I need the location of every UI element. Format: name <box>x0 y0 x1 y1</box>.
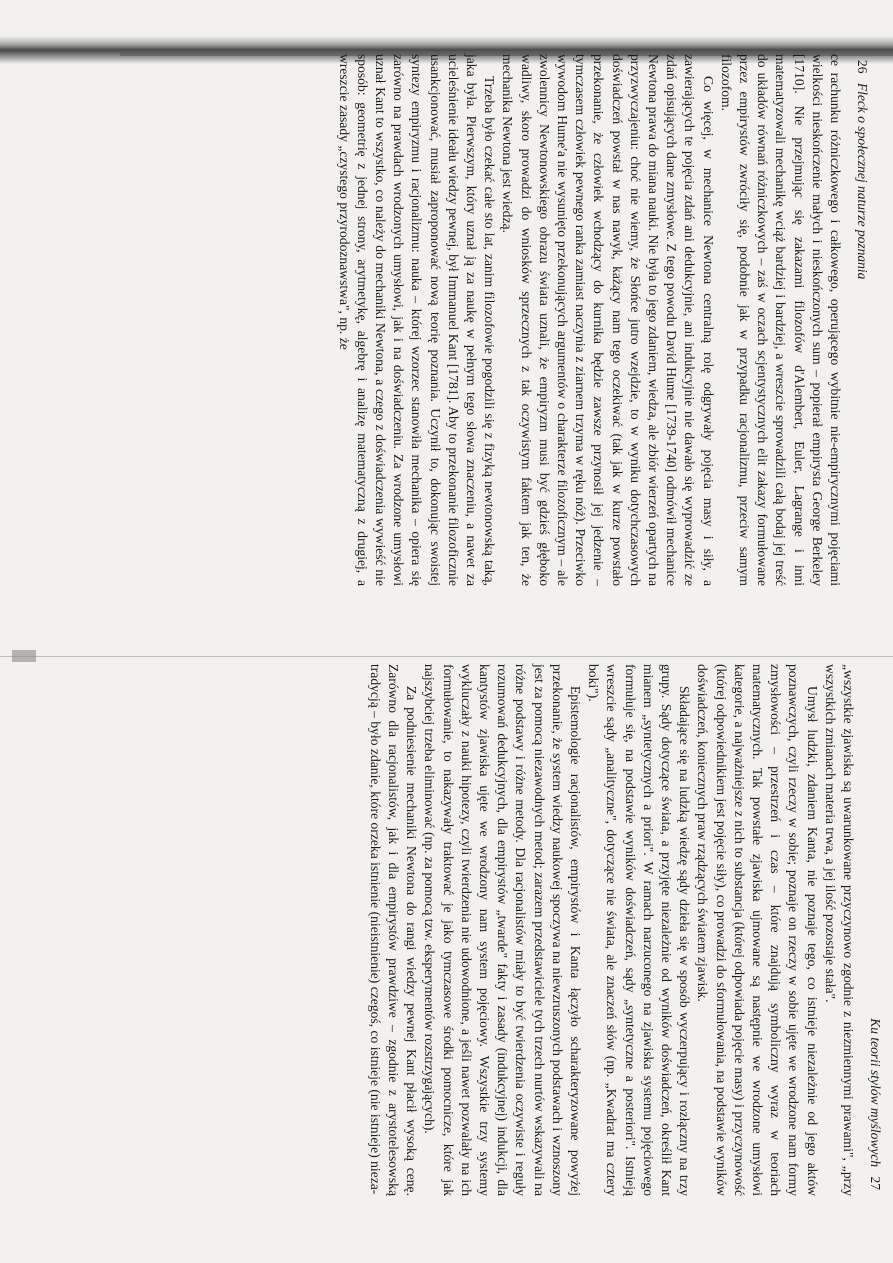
paragraph: Co więcej, w mechanice Newtona centralną rolę odgrywały pojęcia masy i siły, a zawierających te pojęcia zdań ani dedukcyjnie, ani indukcyjnie nie dawało się wyprowadzić ze zdań opisujących dane zmysłowe. Z tego powodu David Hume [1739-1740] odmówił mechanice Newtona prawa do miana nauki. Nie była to jego zdaniem, wiedza, ale zbiór wierzeń opartych na przyzwyczajeniu: choć nie wiemy, że Słońce jutro wzejdzie, to w wyniku dotychczasowych doświadczeń powstał w nas nawyk, każący nam tego oczekiwać (tak jak w kurze powstało przekonanie, że człowiek wchodzący do kurnika będzie zawsze przynosił jej jedzenie – tymczasem człowiek pewnego ranka zamiast naczynia z ziarnem trzyma w ręku nóż). Przeciwko wywodom Hume'a nie wysunięto przekonujących argumentów o charakterze filozoficznym – ale zwolennicy Newtonowskiego obrazu świata uznali, że empiryzm musi być gdzieś głęboko wadliwy, skoro prowadzi do wniosków sprzecznych z tak oczywistym faktem jak ten, że mechanika Newtona jest wiedzą. <box>500 54 716 586</box>
running-head-right <box>865 664 883 1196</box>
running-head-title-right: Ku teorii stylów myślowych <box>868 1018 883 1168</box>
paragraph: ce rachunku różniczkowego i całkowego, operującego wybitnie nie-empirycznymi pojęciami wielkości nieskończenie małych i nieskończonych sum – popierał empirysta George Berkeley [1710]. Nie przejmując się zakazami filozofów d'Alembert, Euler, Lagrange i inni matematyzowali mechanikę wciąż bardziej i bardziej, a wreszcie sprowadzili całą bodaj jej treść do układów równań różniczkowych – zaś w oczach scjentystycznych elit zakazy formułowane przez empirystów zwróciły się, podobnie jak w przypadku racjonalizmu, przeciw samym filozofom. <box>718 54 843 586</box>
paragraph: Trzeba było czekać całe sto lat, zanim filozofowie pogodzili się z fizyką newtonowską taką, jaka była. Pierwszym, który uznał ją za naukę w pełnym tego słowa znaczeniu, a nawet za ucieleśnienie ideału wiedzy pewnej, był Immanuel Kant [1781]. Aby to przekonanie filozoficznie usankcjonować, musiał zaproponować nową teorię poznania. Uczynił to, dokonując swoistej syntezy empiryzmu i racjonalizmu: nauka – której wzorzec stanowiła mechanika – opiera się zarówno na prawdach wrodzonych umysłowi, jak i na doświadczeniu. Za wrodzone umysłowi uznał Kant to wszystko, co należy do mechaniki Newtona, a czego z doświadczenia wywieść nie sposób: geometrię z jednej strony, arytmetykę, algebrę i analizę matematyczną z drugiej, a wreszcie zasady „czystego przyrodoznawstwa", np. że <box>336 54 498 586</box>
page-number-right: 27 <box>868 1176 883 1190</box>
fold-mark <box>12 650 36 662</box>
left-page <box>70 40 880 600</box>
paragraph: „wszystkie zjawiska są uwarunkowane przyczynowo zgodnie z niezmiennymi prawami", „przy wszystkich zmianach materia trwa, a jej ilość pozostaje stała". <box>822 664 856 1196</box>
running-head-left <box>852 54 870 586</box>
paragraph: Epistemologie racjonalistów, empirystów i Kanta łączyło scharakteryzowane powyżej przekonanie, że system wiedzy naukowej spoczywa na niewzruszonych podstawach i wznoszony jest za pomocą niezawodnych metod; zarazem przedstawiciele tych trzech nurtów wskazywali na różne podstawy i różne metody. Dla racjonalistów miały to być twierdzenia oczywiste i reguły rozumowań dedukcyjnych, dla empirystów „twarde" fakty i zasady (indukcyjnej) indukcji, dla kantystów zjawiska ujęte we wrodzony nam system pojęciowy. Wszystkie trzy systemy wykluczały z nauki hipotezy, czyli twierdzenia nie udowodnione, a jeśli nawet pozwalały na ich formułowanie, to nakazywały traktować je jako tymczasowe środki pomocnicze, które jak najszybciej trzeba eliminować (np. za pomocą tzw. eksperymentów rozstrzygających). <box>422 664 583 1196</box>
paragraph: Za podniesienie mechaniki Newtona do rangi wiedzy pewnej Kant płacił wysoką cenę. Zarówno dla racjonalistów, jak i dla empirystów prawdziwe – zgodnie z arystotelesowską tradycją – było zdanie, które orzeka istnienie (nieistnienie) czegoś, co istnieje (nie istnieje) nieza- <box>367 664 420 1196</box>
right-page <box>83 650 893 1210</box>
page-number-left: 26 <box>855 60 870 74</box>
paragraph: Składające się na ludzką wiedzę sądy dzieła się w sposób wyczerpujący i rozłączny na trzy grupy. Sądy dotyczące świata, a przyjęte niezależnie od wyników doświadczeń, określił Kant mianem „syntetycznych a priori". W ramach narzuconego na zjawiska systemu pojęciowego formułuje się, na podstawie wyników doświadczeń, sądy „syntetyczne a posteriori". Istnieją wreszcie sądy „analityczne", dotyczące nie świata, ale znaczeń słów (np. „Kwadrat ma cztery boki"). <box>586 664 693 1196</box>
paragraph: Umysł ludzki, zdaniem Kanta, nie poznaje tego, co istnieje niezależnie od jego aktów poznawczych, czyli rzeczy w sobie; poznaje on rzeczy w sobie ujęte we wrodzone nam formy zmysłowości – przestrzeń i czas – które znajdują symboliczny wyraz w teoriach matematycznych. Tak powstałe zjawiska ujmowane są następnie we wrodzone umysłowi kategorie, a najważniejsze z nich to substancja (której odpowiada pojęcie masy) i przyczynowość (której odpowiednikiem jest pojęcie siły), co prowadzi do sformułowania, na podstawie wyników doświadczeń, koniecznych praw rządzących światem zjawisk. <box>695 664 820 1196</box>
running-head-title-left: Fleck o społecznej naturze poznania <box>855 82 870 280</box>
